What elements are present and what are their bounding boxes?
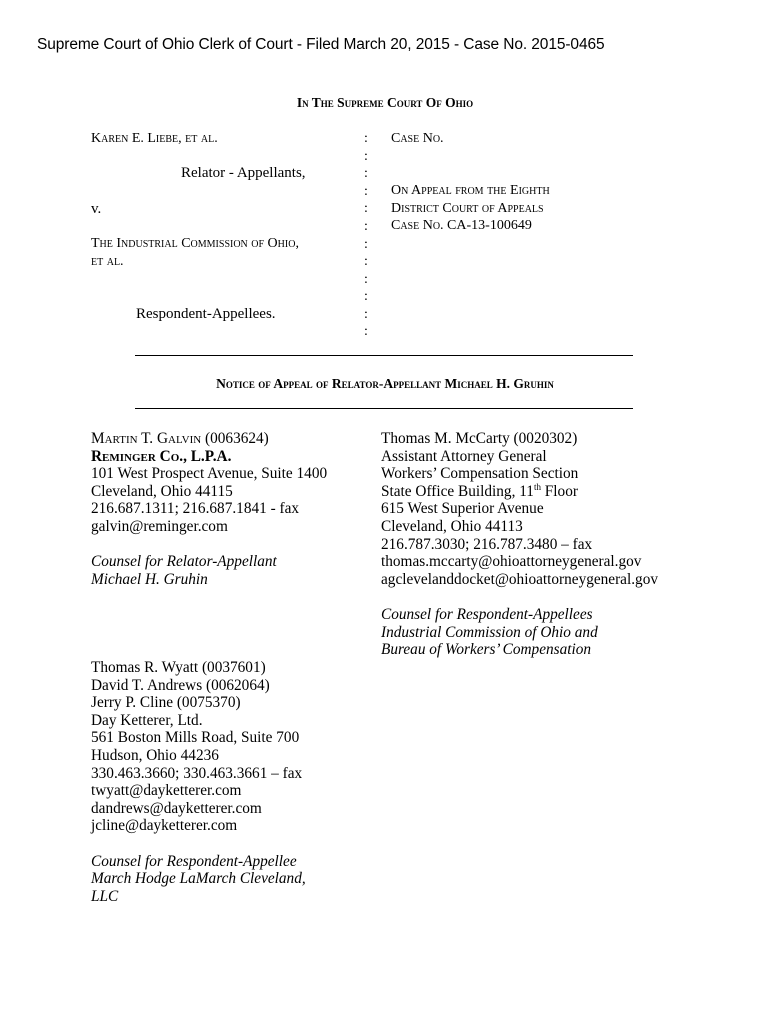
caption-colon: : xyxy=(364,272,368,287)
relator-name: Karen E. Liebe, et al. xyxy=(91,131,218,146)
caption-colon: : xyxy=(364,166,368,181)
counsel-role: March Hodge LaMarch Cleveland, xyxy=(91,870,306,888)
address-line: 101 West Prospect Avenue, Suite 1400 xyxy=(91,465,328,483)
counsel-role: Michael H. Gruhin xyxy=(91,570,208,588)
address-line: Cleveland, Ohio 44115 xyxy=(91,482,233,500)
email-address: dandrews@dayketterer.com xyxy=(91,799,262,817)
email-address: thomas.mccarty@ohioattorneygeneral.gov xyxy=(381,553,642,571)
email-address: jcline@dayketterer.com xyxy=(91,817,238,835)
counsel-role: Bureau of Workers’ Compensation xyxy=(381,641,592,659)
building-line xyxy=(381,483,658,501)
phone-fax: 330.463.3660; 330.463.3661 – fax xyxy=(91,764,303,782)
relator-role: Relator - Appellants, xyxy=(181,165,306,181)
caption-colon: : xyxy=(364,131,368,146)
caption-colon: : xyxy=(364,324,368,339)
top-rule xyxy=(135,355,633,356)
counsel-name-line xyxy=(91,430,327,448)
counsel-role: Counsel for Respondent-Appellees xyxy=(381,605,593,623)
caption-colon: : xyxy=(364,254,368,269)
counsel-relator-block xyxy=(91,430,327,588)
phone-fax: 216.787.3030; 216.787.3480 – fax xyxy=(381,535,593,553)
counsel-role: LLC xyxy=(91,887,119,905)
counsel-name: David T. Andrews (0062064) xyxy=(91,676,270,694)
ordinal-suffix: th xyxy=(533,481,541,492)
firm-name: Day Ketterer, Ltd. xyxy=(91,711,203,729)
caption-colon: : xyxy=(364,201,368,216)
counsel-title: Assistant Attorney General xyxy=(381,447,547,465)
counsel-employer-block xyxy=(91,659,353,905)
counsel-name: Thomas R. Wyatt (0037601) xyxy=(91,659,266,676)
counsel-name: Martin T. Galvin xyxy=(91,430,202,447)
counsel-name: Jerry P. Cline (0075370) xyxy=(91,694,241,712)
filing-stamp: Supreme Court of Ohio Clerk of Court - Filed March 20, 2015 - Case No. 2015-0465 xyxy=(37,36,605,53)
respondent-name-line1: The Industrial Commission of Ohio, xyxy=(91,236,299,251)
address-line: Cleveland, Ohio 44113 xyxy=(381,517,523,535)
caption-colon: : xyxy=(364,184,368,199)
section-name: Workers’ Compensation Section xyxy=(381,465,579,483)
counsel-commission-block xyxy=(381,430,658,659)
email-address: galvin@reminger.com xyxy=(91,517,228,535)
building-name: State Office Building, 11 xyxy=(381,482,534,500)
caption-colon: : xyxy=(364,289,368,304)
versus: v. xyxy=(91,201,102,217)
counsel-name: Thomas M. McCarty (0020302) xyxy=(381,430,578,447)
appeal-line1: On Appeal from the Eighth xyxy=(391,183,550,198)
floor-label: Floor xyxy=(540,482,578,500)
email-address: agclevelanddocket@ohioattorneygeneral.gov xyxy=(381,570,658,588)
caption-colon: : xyxy=(364,237,368,252)
appeal-line3: Case No. CA-13-100649 xyxy=(391,218,532,233)
phone-fax: 216.687.1311; 216.687.1841 - fax xyxy=(91,500,300,518)
caption-colon: : xyxy=(364,149,368,164)
respondent-role: Respondent-Appellees. xyxy=(136,306,276,322)
court-title: In The Supreme Court Of Ohio xyxy=(296,95,474,110)
document-title: Notice of Appeal of Relator-Appellant Michael H. Gruhin xyxy=(216,376,554,391)
address-line: Hudson, Ohio 44236 xyxy=(91,746,219,764)
counsel-registration: (0063624) xyxy=(201,430,269,447)
counsel-role: Counsel for Relator-Appellant xyxy=(91,553,277,571)
case-number-label: Case No. xyxy=(391,131,444,146)
bottom-rule xyxy=(135,408,633,409)
address-line: 615 West Superior Avenue xyxy=(381,500,544,518)
counsel-role: Counsel for Respondent-Appellee xyxy=(91,852,297,870)
counsel-role: Industrial Commission of Ohio and xyxy=(381,623,598,641)
caption-colon: : xyxy=(364,307,368,322)
firm-name: Reminger Co., L.P.A. xyxy=(91,447,232,465)
caption-colon: : xyxy=(364,219,368,234)
appeal-line2: District Court of Appeals xyxy=(391,201,544,216)
address-line: 561 Boston Mills Road, Suite 700 xyxy=(91,729,300,747)
email-address: twyatt@dayketterer.com xyxy=(91,782,242,800)
respondent-name-line2: et al. xyxy=(91,254,124,269)
